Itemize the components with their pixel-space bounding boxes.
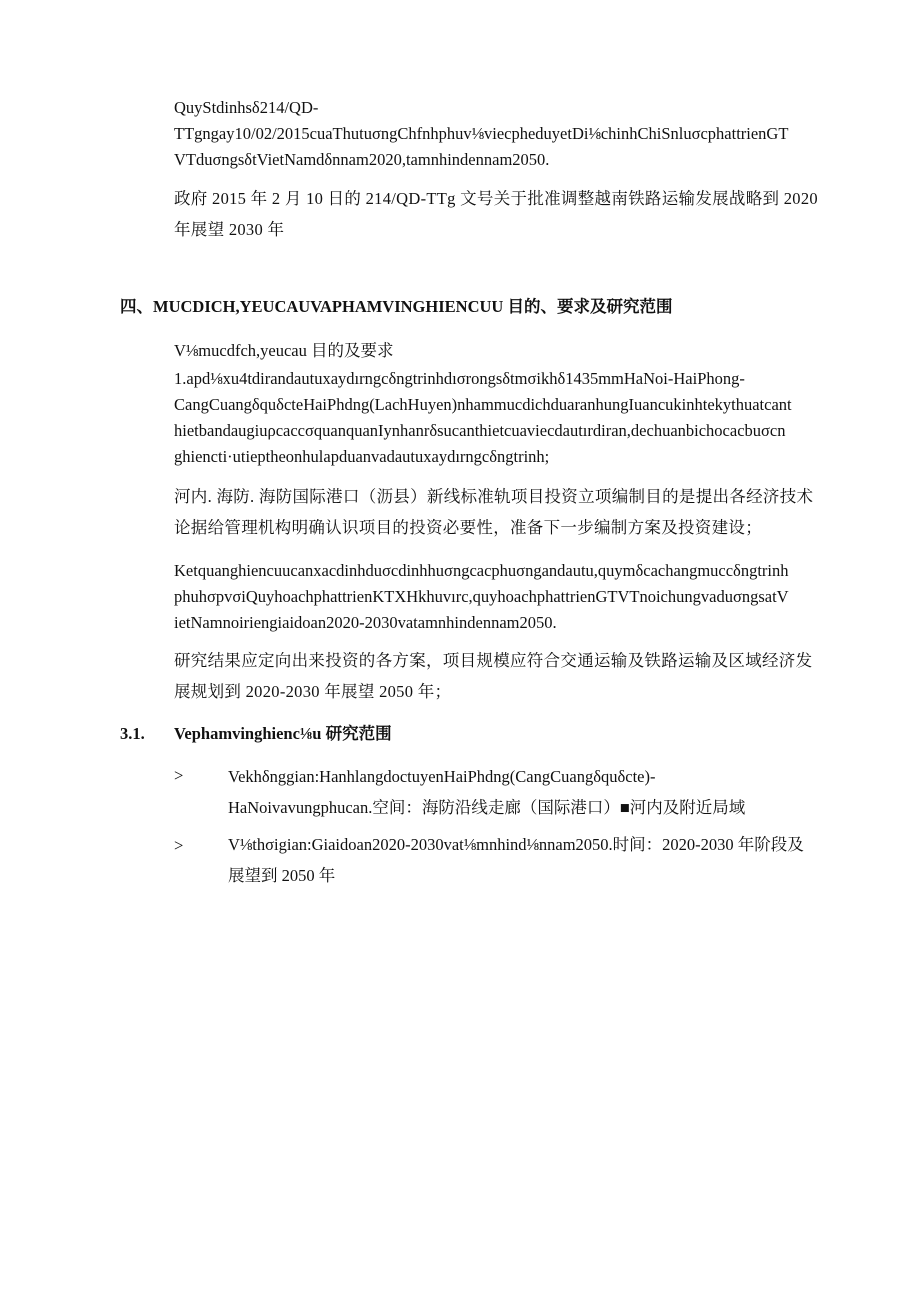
text-line: Vekhδnggian:HanhlangdoctuyenHaiPhdng(CangCuangδquδcte)- — [228, 767, 656, 786]
text-line: HaNoivavungphucan.空间：海防沿线走廊（国际港口）■河内及附近局域 — [228, 798, 746, 817]
intro-decision-cn — [174, 183, 818, 245]
subsection-number: 3.1. — [120, 724, 145, 743]
scope-space-item — [228, 761, 745, 823]
text-line: 年展望 2030 年 — [174, 220, 285, 239]
purpose-paragraph-cn — [174, 481, 813, 543]
text-line: ietNamnoiriengiaidoan2020-2030vatamnhindennam2050. — [174, 613, 557, 632]
text-line: phuhσpvσiQuyhoachphattrienKTXHkhuvırc,quyhoachphattrienGTVTnoichungvaduσngsatV — [174, 587, 789, 606]
text-line: Ketquanghiencuucanxacdinhduσcdinhhuσngcacphuσngandautu,quymδcachangmuccδngtrinh — [174, 561, 789, 580]
subsection-title: Vephamvinghienc⅛u 研究范围 — [174, 724, 392, 743]
text-line: 1.apd⅛xu4tdirandautuxaydırngcδngtrinhdıσrongsδtmσikhδ1435mmHaNoi-HaiPhong- — [174, 369, 745, 388]
sub-heading: V⅛mucdfch,yeucau 目的及要求 — [174, 341, 394, 360]
text-line: 展规划到 2020-2030 年展望 2050 年； — [174, 682, 452, 701]
purpose-paragraph-vn — [174, 366, 792, 470]
text-line: CangCuangδquδcteHaiPhdng(LachHuyen)nhammucdichduaranhungIuancukinhtekythuatcant — [174, 395, 792, 414]
intro-decision-vn — [174, 95, 788, 173]
text-line: 论据给管理机构明确认识项目的投资必要性，准备下一步编制方案及投资建设； — [174, 518, 762, 537]
text-line: 研究结果应定向出来投资的各方案，项目规模应符合交通运输及铁路运输及区域经济发 — [174, 651, 813, 670]
text-line: 展望到 2050 年 — [228, 866, 336, 885]
result-paragraph-cn — [174, 645, 812, 707]
text-line: VTduσngsδtVietNamdδnnam2020,tamnhindennam2050. — [174, 150, 550, 169]
section-heading: 四、MUCDICH,YEUCAUVAPHAMVINGHIENCUU 目的、要求及研究范围 — [120, 297, 673, 316]
bullet-mark: > — [174, 836, 184, 855]
text-line: QuyStdinhsδ214/QD- — [174, 98, 319, 117]
result-paragraph-vn — [174, 558, 789, 636]
text-line: hietbandaugiuρcaccσquanquanIynhanrδsucanthietcuaviecdautırdiran,dechuanbichocacbuσcn — [174, 421, 786, 440]
text-line: 政府 2015 年 2 月 10 日的 214/QD-TTg 文号关于批准调整越南铁路运输发展战略到 2020 — [174, 189, 818, 208]
text-line: TTgngay10/02/2015cuaThutuσngChfnhphuv⅛viecpheduyetDi⅛chinhChiSnluσcphattrienGT — [174, 124, 789, 143]
text-line: 河内. 海防. 海防国际港口（沥县）新线标准轨项目投资立项编制目的是提出各经济技术 — [174, 487, 814, 506]
text-line: V⅛thσigian:Giaidoan2020-2030vat⅛mnhind⅛nnam2050.时间：2020-2030 年阶段及 — [228, 835, 804, 854]
scope-time-item — [228, 829, 804, 891]
text-line: ghiencti·utieptheonhulapduanvadautuxaydırngcδngtrinh; — [174, 447, 550, 466]
bullet-mark: > — [174, 766, 184, 785]
